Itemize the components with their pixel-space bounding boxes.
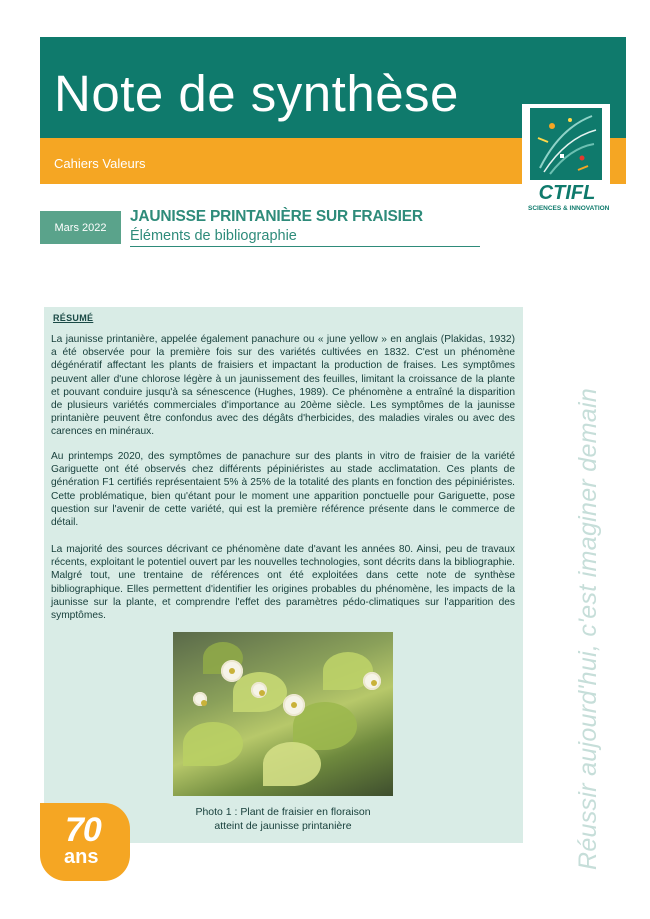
document-title: JAUNISSE PRINTANIÈRE SUR FRAISIER: [130, 208, 423, 225]
page-title: Note de synthèse: [54, 65, 459, 122]
logo-tagline: SCIENCES & INNOVATION: [528, 205, 610, 212]
photo-caption-line: Photo 1 : Plant de fraisier en floraison: [195, 806, 371, 818]
summary-paragraph: La jaunisse printanière, appelée également panachure ou « june yellow » en anglais (Plakidas, 1932) a été observée pour la première fois sur des variétés cultivées en 1832. C'est un phénomène dégénératif affectant les plants de fraisiers et impactant la production de fraises. Les symptômes peuvent aller d'une chlorose légère à un jaunissement des feuilles, limitant la croissance de la plante et pouvant conduire jusqu'à sa sénescence (Hughes, 1989). Ce phénomène a entraîné la disparition de plusieurs variétés commerciales d'importance au 20ème siècle. Les symptômes de la jaunisse printanière peuvent être confondus avec des dégâts d'herbicides, des maladies virales ou avec des carences en minéraux.: [51, 334, 515, 438]
photo-caption: [173, 805, 393, 833]
summary-paragraph: La majorité des sources décrivant ce phénomène date d'avant les années 80. Ainsi, peu de travaux récents, exploitant le potentiel ouvert par les nouvelles technologies, sont décrits dans la bibliographie. Malgré tout, une trentaine de références ont été exploitées dans cette note de synthèse bibliographique. Elles permettent d'identifier les origines probables du phénomène, les impacts de la jaunisse sur la plante, et comprendre l'effet des paramètres pédo-climatiques sur l'apparition des symptômes.: [51, 544, 515, 622]
strawberry-plant-photo: [173, 632, 393, 796]
summary-paragraph: Au printemps 2020, des symptômes de panachure sur des plants in vitro de fraisier de la variété Gariguette ont été observés chez différents pépiniéristes au stade acclimatation. Ces plants de génération F1 certifiés représentaient 5% à 25% de la totalité des plants en fonction des pépiniéristes. Cette problématique, bien qu'étant pour le moment une apparition ponctuelle pour Gariguette, pose question sur l'avenir de cette variété, qui est la première référence présente dans le commerce de détail.: [51, 451, 515, 529]
ctifl-logo: [522, 104, 610, 217]
logo-art-icon: [530, 108, 602, 180]
logo-wordmark: CTIFL: [538, 182, 596, 204]
anniversary-label: ans: [64, 846, 99, 868]
date-badge: Mars 2022: [40, 211, 121, 244]
photo-caption-line: atteint de jaunisse printanière: [214, 820, 352, 832]
anniversary-number: 70: [65, 811, 101, 849]
document-subtitle: Éléments de bibliographie: [130, 228, 297, 244]
summary-heading: RÉSUMÉ: [53, 313, 94, 323]
title-underline: [130, 246, 480, 247]
side-tagline: Réussir aujourd'hui, c'est imaginer demain: [574, 387, 602, 870]
series-label: Cahiers Valeurs: [54, 156, 146, 171]
